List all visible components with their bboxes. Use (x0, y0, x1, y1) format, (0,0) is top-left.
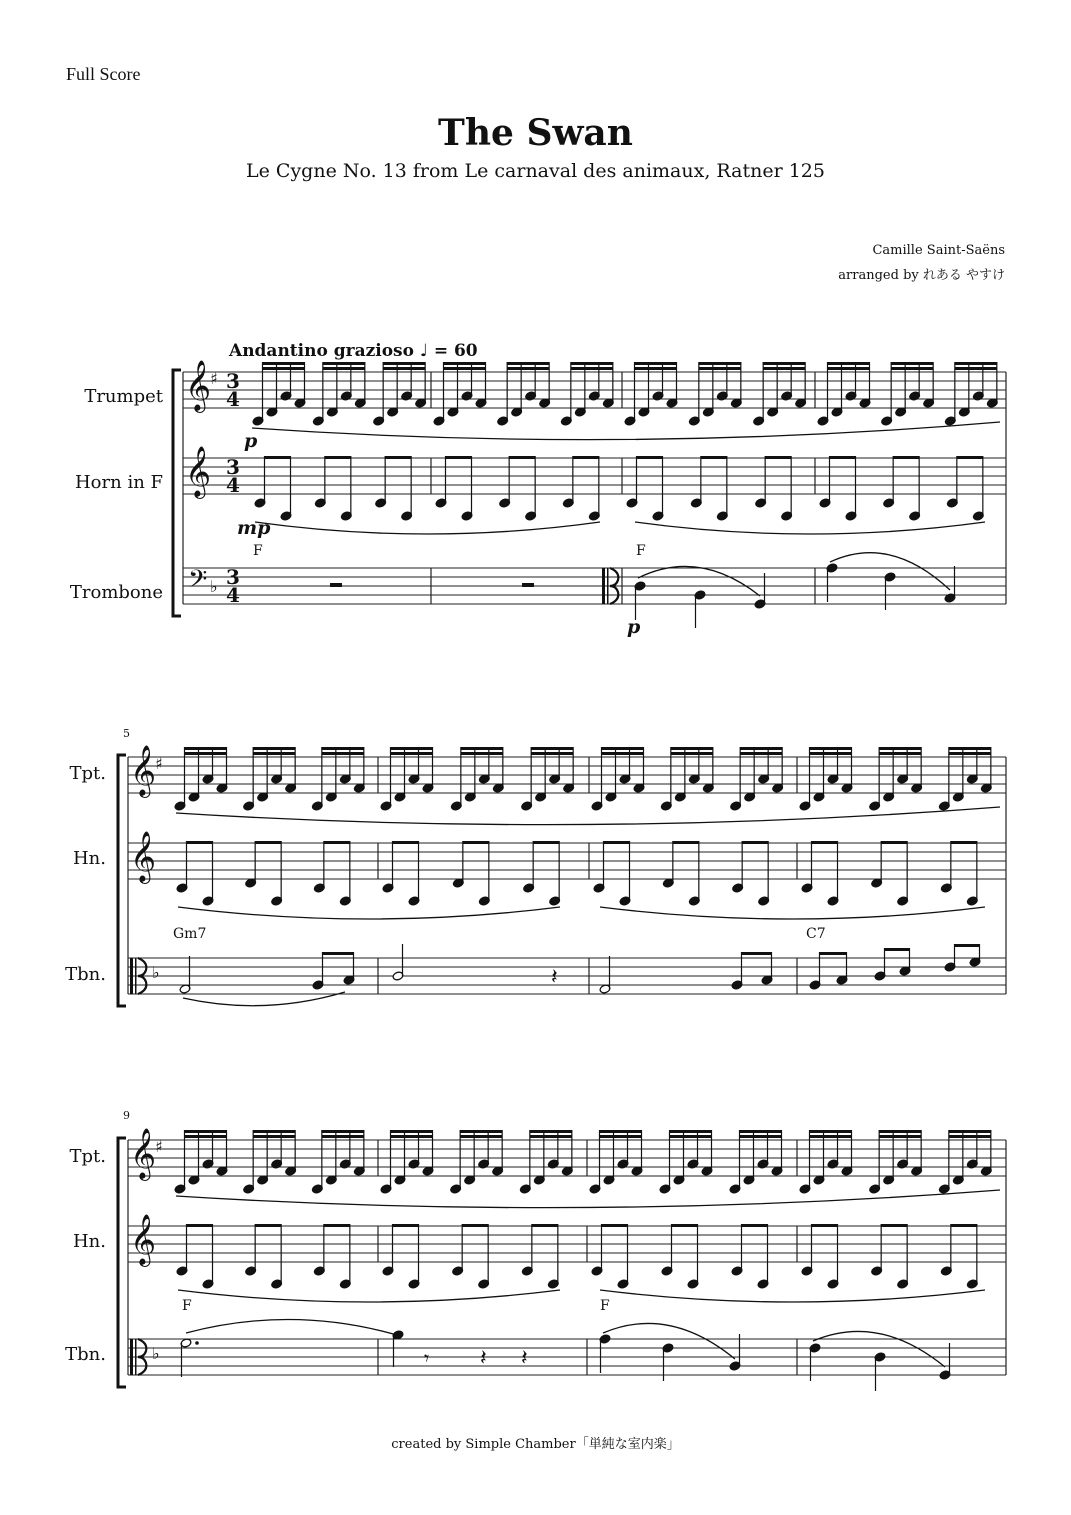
tempo-marking: Andantino grazioso ♩ = 60 (229, 341, 478, 361)
beam (393, 841, 419, 844)
staff (128, 1226, 1006, 1262)
beam (185, 747, 227, 750)
sharp-icon: ♯ (210, 369, 218, 388)
beam (532, 1224, 558, 1227)
beam (672, 1224, 698, 1227)
alto-clef-bar (135, 958, 137, 994)
beam (323, 367, 365, 370)
staff (183, 458, 1006, 494)
beam (949, 747, 991, 750)
eighth-rest-icon: 𝄾 (424, 1346, 430, 1370)
beam (444, 367, 486, 370)
beam (263, 362, 305, 365)
time-signature-denominator: 4 (226, 583, 240, 607)
beam (573, 456, 599, 459)
beam (325, 456, 351, 459)
beam (635, 362, 677, 365)
beam (602, 747, 644, 750)
beam (461, 747, 503, 750)
beam (879, 1135, 921, 1138)
beam (324, 1224, 350, 1227)
system-bracket (118, 1138, 126, 1387)
alto-clef-bar (602, 568, 605, 604)
beam (600, 1135, 642, 1138)
beam (446, 456, 472, 459)
beam (460, 1135, 502, 1138)
dynamic-marking: p (627, 616, 641, 638)
instrument-label-horn: Hn. (72, 1231, 106, 1252)
beam (253, 752, 295, 755)
slur (830, 553, 950, 590)
instrument-label-trumpet: Tpt. (69, 763, 106, 784)
beam (571, 367, 613, 370)
beam (602, 752, 644, 755)
beam (533, 841, 559, 844)
slur (186, 1319, 397, 1335)
alto-clef-bar (130, 1339, 133, 1375)
beam (322, 1130, 364, 1133)
flat-icon: ♭ (210, 577, 218, 596)
time-signature-numerator: 3 (226, 565, 240, 589)
beam (763, 367, 805, 370)
quarter-rest-icon: 𝄽 (551, 965, 558, 990)
instrument-label-trombone: Tbn. (65, 964, 106, 985)
beam (462, 1224, 488, 1227)
time-signature-denominator: 4 (226, 387, 240, 411)
beam (323, 362, 365, 365)
instrument-label-trumpet: Tpt. (69, 1146, 106, 1167)
composer-credit: Camille Saint-Saëns (872, 243, 1005, 258)
time-signature-numerator: 3 (226, 369, 240, 393)
instrument-label-trumpet: Trumpet (84, 386, 163, 407)
beam (957, 456, 983, 459)
system-bracket (118, 755, 126, 1006)
augmentation-dot (195, 1341, 199, 1345)
beam (385, 456, 411, 459)
staff (128, 1339, 1006, 1375)
beam (187, 1224, 213, 1227)
sharp-icon: ♯ (155, 754, 163, 773)
beam (460, 1130, 502, 1133)
beam (322, 747, 364, 750)
beam (463, 841, 489, 844)
treble-clef-icon: 𝄞 (185, 446, 212, 497)
beam (699, 362, 741, 365)
beam (322, 752, 364, 755)
treble-clef-icon: 𝄞 (130, 831, 157, 882)
staff (128, 958, 1006, 994)
measure-number: 5 (123, 727, 130, 740)
beam (740, 1135, 782, 1138)
beam (670, 1130, 712, 1133)
flat-icon: ♭ (152, 1344, 160, 1363)
beam (671, 752, 713, 755)
beam (263, 367, 305, 370)
beam (253, 1130, 295, 1133)
beam (255, 841, 281, 844)
chord-symbol: F (253, 543, 263, 559)
beam (701, 456, 727, 459)
time-signature-denominator: 4 (226, 473, 240, 497)
beam (740, 747, 782, 750)
beam (324, 841, 350, 844)
quarter-rest-icon: 𝄽 (480, 1346, 487, 1371)
slur (600, 907, 985, 919)
beam (810, 752, 852, 755)
beam (255, 1224, 281, 1227)
chord-symbol: F (636, 543, 646, 559)
slur (813, 1331, 945, 1367)
piece-subtitle: Le Cygne No. 13 from Le carnaval des animaux, Ratner 125 (246, 160, 825, 182)
beam (253, 747, 295, 750)
beam (763, 362, 805, 365)
beam (391, 1135, 433, 1138)
beam (879, 747, 921, 750)
beam (323, 952, 354, 955)
measure-rest (330, 583, 342, 587)
beam (893, 456, 919, 459)
beam (391, 752, 433, 755)
beam (383, 362, 425, 365)
time-signature-numerator: 3 (226, 455, 240, 479)
beam (187, 841, 213, 844)
quarter-rest-icon: 𝄽 (521, 1346, 528, 1371)
beam (635, 367, 677, 370)
beam (955, 362, 997, 365)
beam (185, 1130, 227, 1133)
beam (891, 362, 933, 365)
beam (955, 367, 997, 370)
beam (509, 456, 535, 459)
beam (670, 1135, 712, 1138)
beam (531, 747, 573, 750)
beam (322, 1135, 364, 1138)
staff (183, 568, 1006, 604)
beam (383, 367, 425, 370)
measure-number: 9 (123, 1109, 130, 1122)
dynamic-marking: mp (237, 517, 271, 539)
beam (253, 1135, 295, 1138)
beam (830, 456, 856, 459)
beam (881, 841, 907, 844)
beam (951, 1224, 977, 1227)
beam (740, 1130, 782, 1133)
beam (810, 1135, 852, 1138)
chord-symbol: C7 (806, 926, 826, 942)
beam (600, 1130, 642, 1133)
beam (571, 362, 613, 365)
measure-rest (522, 583, 534, 587)
beam (185, 1135, 227, 1138)
treble-clef-icon: 𝄞 (130, 1214, 157, 1265)
beam (461, 752, 503, 755)
beam (673, 841, 699, 844)
beam (507, 367, 549, 370)
staff (183, 372, 1006, 408)
beam (671, 747, 713, 750)
beam (949, 752, 991, 755)
beam (949, 1135, 991, 1138)
bass-clef-icon: 𝄢 (188, 565, 208, 600)
treble-clef-icon: 𝄞 (185, 360, 212, 411)
beam (879, 752, 921, 755)
beam (602, 1224, 628, 1227)
piece-title: The Swan (438, 112, 633, 154)
beam (879, 1130, 921, 1133)
beam (891, 367, 933, 370)
beam (828, 362, 870, 365)
beam (507, 362, 549, 365)
beam (391, 747, 433, 750)
beam (604, 841, 630, 844)
chord-symbol: F (182, 1298, 192, 1314)
slur (178, 907, 560, 919)
arranger-credit: arranged by れある やすけ (838, 268, 1005, 283)
alto-clef-bar (135, 1339, 137, 1375)
beam (530, 1135, 572, 1138)
treble-clef-icon: 𝄞 (130, 745, 157, 796)
system-bracket (173, 370, 181, 616)
beam (881, 1224, 907, 1227)
beam (742, 841, 768, 844)
instrument-label-trombone: Trombone (69, 582, 163, 603)
treble-clef-icon: 𝄞 (130, 1128, 157, 1179)
beam (828, 367, 870, 370)
chord-symbol: F (600, 1298, 610, 1314)
beam (265, 456, 291, 459)
beam (885, 948, 910, 951)
instrument-label-horn: Horn in F (74, 472, 163, 493)
footer-credit: created by Simple Chamber「単純な室内楽」 (391, 1437, 680, 1452)
flat-icon: ♭ (152, 963, 160, 982)
alto-clef-bar (607, 568, 609, 604)
dynamic-marking: p (244, 430, 258, 452)
beam (812, 1224, 838, 1227)
beam (742, 952, 772, 955)
beam (391, 1130, 433, 1133)
slur (178, 1290, 560, 1302)
slur (600, 1290, 985, 1302)
beam (742, 1224, 768, 1227)
chord-symbol: Gm7 (173, 926, 207, 942)
beam (740, 752, 782, 755)
beam (444, 362, 486, 365)
beam (185, 752, 227, 755)
beam (531, 752, 573, 755)
slur (255, 522, 600, 534)
beam (820, 952, 847, 955)
beam (810, 747, 852, 750)
alto-clef-bar (130, 958, 133, 994)
beam (951, 841, 977, 844)
beam (955, 944, 980, 947)
staff (128, 843, 1006, 879)
beam (393, 1224, 419, 1227)
beam (812, 841, 838, 844)
slur (603, 1323, 735, 1359)
beam (949, 1130, 991, 1133)
beam (699, 367, 741, 370)
instrument-label-trombone: Tbn. (65, 1344, 106, 1365)
slur (635, 522, 985, 534)
instrument-label-horn: Hn. (72, 848, 106, 869)
score-type-label: Full Score (66, 64, 141, 84)
beam (637, 456, 663, 459)
beam (530, 1130, 572, 1133)
beam (765, 456, 791, 459)
beam (810, 1130, 852, 1133)
sharp-icon: ♯ (155, 1137, 163, 1156)
